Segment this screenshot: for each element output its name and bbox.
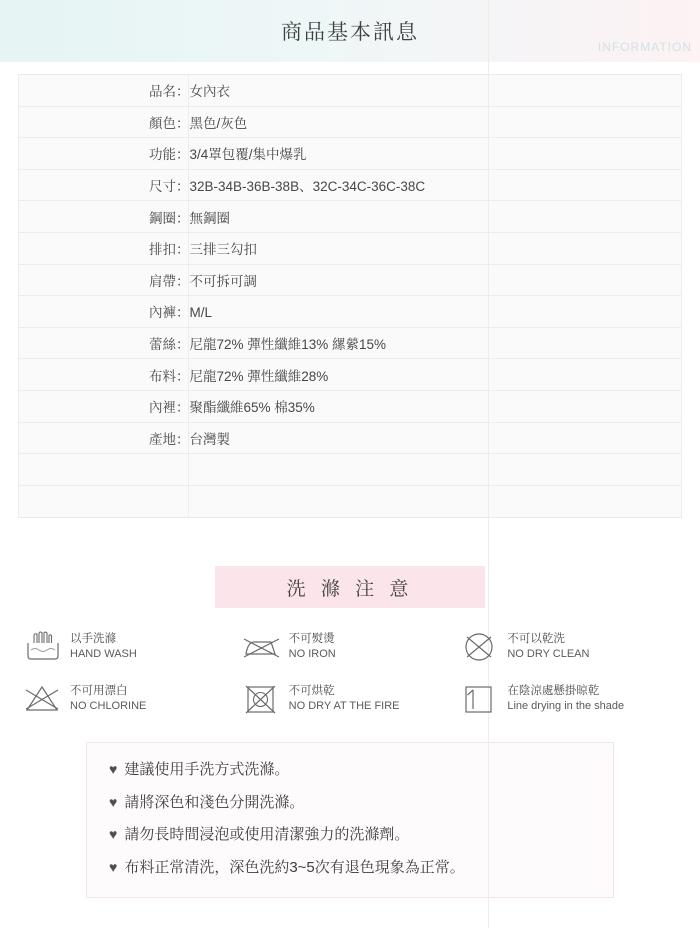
heart-icon: ♥ <box>109 858 118 875</box>
wash-care-label-en: NO IRON <box>288 648 336 661</box>
wash-care-label <box>70 632 137 663</box>
no-iron-icon <box>241 630 283 664</box>
wash-care-label-en: NO DRY AT THE FIRE <box>288 700 400 713</box>
table-row <box>19 233 681 265</box>
note-item <box>109 857 593 880</box>
hand-wash-icon <box>22 630 64 664</box>
wash-care-item <box>22 682 241 716</box>
wash-care-item <box>22 630 241 664</box>
heart-icon: ♥ <box>109 826 118 843</box>
table-row <box>19 296 681 328</box>
note-text: 布料正常清洗，深色洗約3~5次有退色現象為正常。 <box>124 858 465 876</box>
no-tumble-dry-icon <box>241 682 283 716</box>
table-row-value: 尺寸：32B-34B-36B-38B、32C-34C-36C-38C <box>149 179 426 195</box>
wash-care-label-zh: 以手洗滌 <box>70 632 116 645</box>
table-row-value: 顏色：黑色/灰色 <box>149 115 248 131</box>
wash-care-label-zh: 不可用漂白 <box>70 684 128 697</box>
wash-care-title-wrap <box>0 566 700 608</box>
no-dry-clean-icon <box>459 630 501 664</box>
table-row <box>19 454 681 486</box>
table-row-value: 布料：尼龍72% 彈性纖維28% <box>149 368 329 384</box>
wash-care-label-en: Line drying in the shade <box>507 700 625 713</box>
page-header <box>0 0 700 62</box>
note-text: 建議使用手洗方式洗滌。 <box>124 761 290 779</box>
heart-icon: ♥ <box>109 761 118 778</box>
table-row-value: 排扣：三排三勾扣 <box>149 242 257 258</box>
page-title: 商品基本訊息 <box>281 21 419 44</box>
wash-care-label-en: NO CHLORINE <box>70 700 147 713</box>
table-row-value: 產地：台灣製 <box>149 431 230 447</box>
table-row <box>19 201 681 233</box>
wash-care-label-en: NO DRY CLEAN <box>507 648 590 661</box>
table-row-value: 功能：3/4罩包覆/集中爆乳 <box>149 147 307 163</box>
wash-care-label-zh: 不可熨燙 <box>288 632 335 645</box>
wash-care-label <box>70 684 146 715</box>
table-row <box>19 107 681 139</box>
wash-care-item <box>459 630 678 664</box>
wash-notes-box <box>86 742 614 898</box>
wash-care-label <box>507 632 589 663</box>
wash-care-label <box>507 684 624 715</box>
table-row <box>19 328 681 360</box>
wash-care-label <box>289 632 336 663</box>
product-info-table <box>18 74 682 518</box>
table-row-value: 肩帶：不可拆可調 <box>149 273 257 289</box>
note-item <box>109 824 593 847</box>
table-row <box>19 265 681 297</box>
table-row-value <box>147 486 639 518</box>
no-chlorine-icon <box>22 682 64 716</box>
wash-care-label <box>289 684 400 715</box>
note-item <box>109 792 593 815</box>
table-row <box>19 138 681 170</box>
table-row <box>19 486 681 518</box>
line-dry-shade-icon <box>459 682 501 716</box>
note-text: 請將深色和淺色分開洗滌。 <box>124 793 305 811</box>
table-row <box>19 359 681 391</box>
wash-care-title: 洗 滌 注 意 <box>215 566 485 608</box>
wash-care-item <box>459 682 678 716</box>
table-row-value: 品名：女內衣 <box>149 84 230 100</box>
table-row-value: 蕾絲：尼龍72% 彈性纖維13% 縲縈15% <box>149 337 387 353</box>
note-text: 請勿長時間浸泡或使用清潔強力的洗滌劑。 <box>124 826 410 844</box>
wash-care-item <box>241 682 460 716</box>
wash-care-label-zh: 不可以乾洗 <box>507 632 565 645</box>
table-row <box>19 75 681 107</box>
wash-care-item <box>241 630 460 664</box>
table-row-value: 內褲：M/L <box>149 305 213 321</box>
heart-icon: ♥ <box>109 793 118 810</box>
note-item <box>109 759 593 782</box>
table-row-value: 鋼圈：無鋼圈 <box>149 210 230 226</box>
wash-care-label-zh: 在陰涼處懸掛晾乾 <box>507 684 600 697</box>
table-row <box>19 170 681 202</box>
table-row <box>19 391 681 423</box>
wash-care-label-en: HAND WASH <box>70 648 137 661</box>
wash-care-icons <box>22 630 678 716</box>
table-row-value <box>147 454 639 485</box>
wash-care-label-zh: 不可烘乾 <box>288 684 335 697</box>
page-subtitle: INFORMATION <box>597 40 692 54</box>
table-row-value: 內裡：聚酯纖維65% 棉35% <box>149 400 315 416</box>
table-row <box>19 423 681 455</box>
